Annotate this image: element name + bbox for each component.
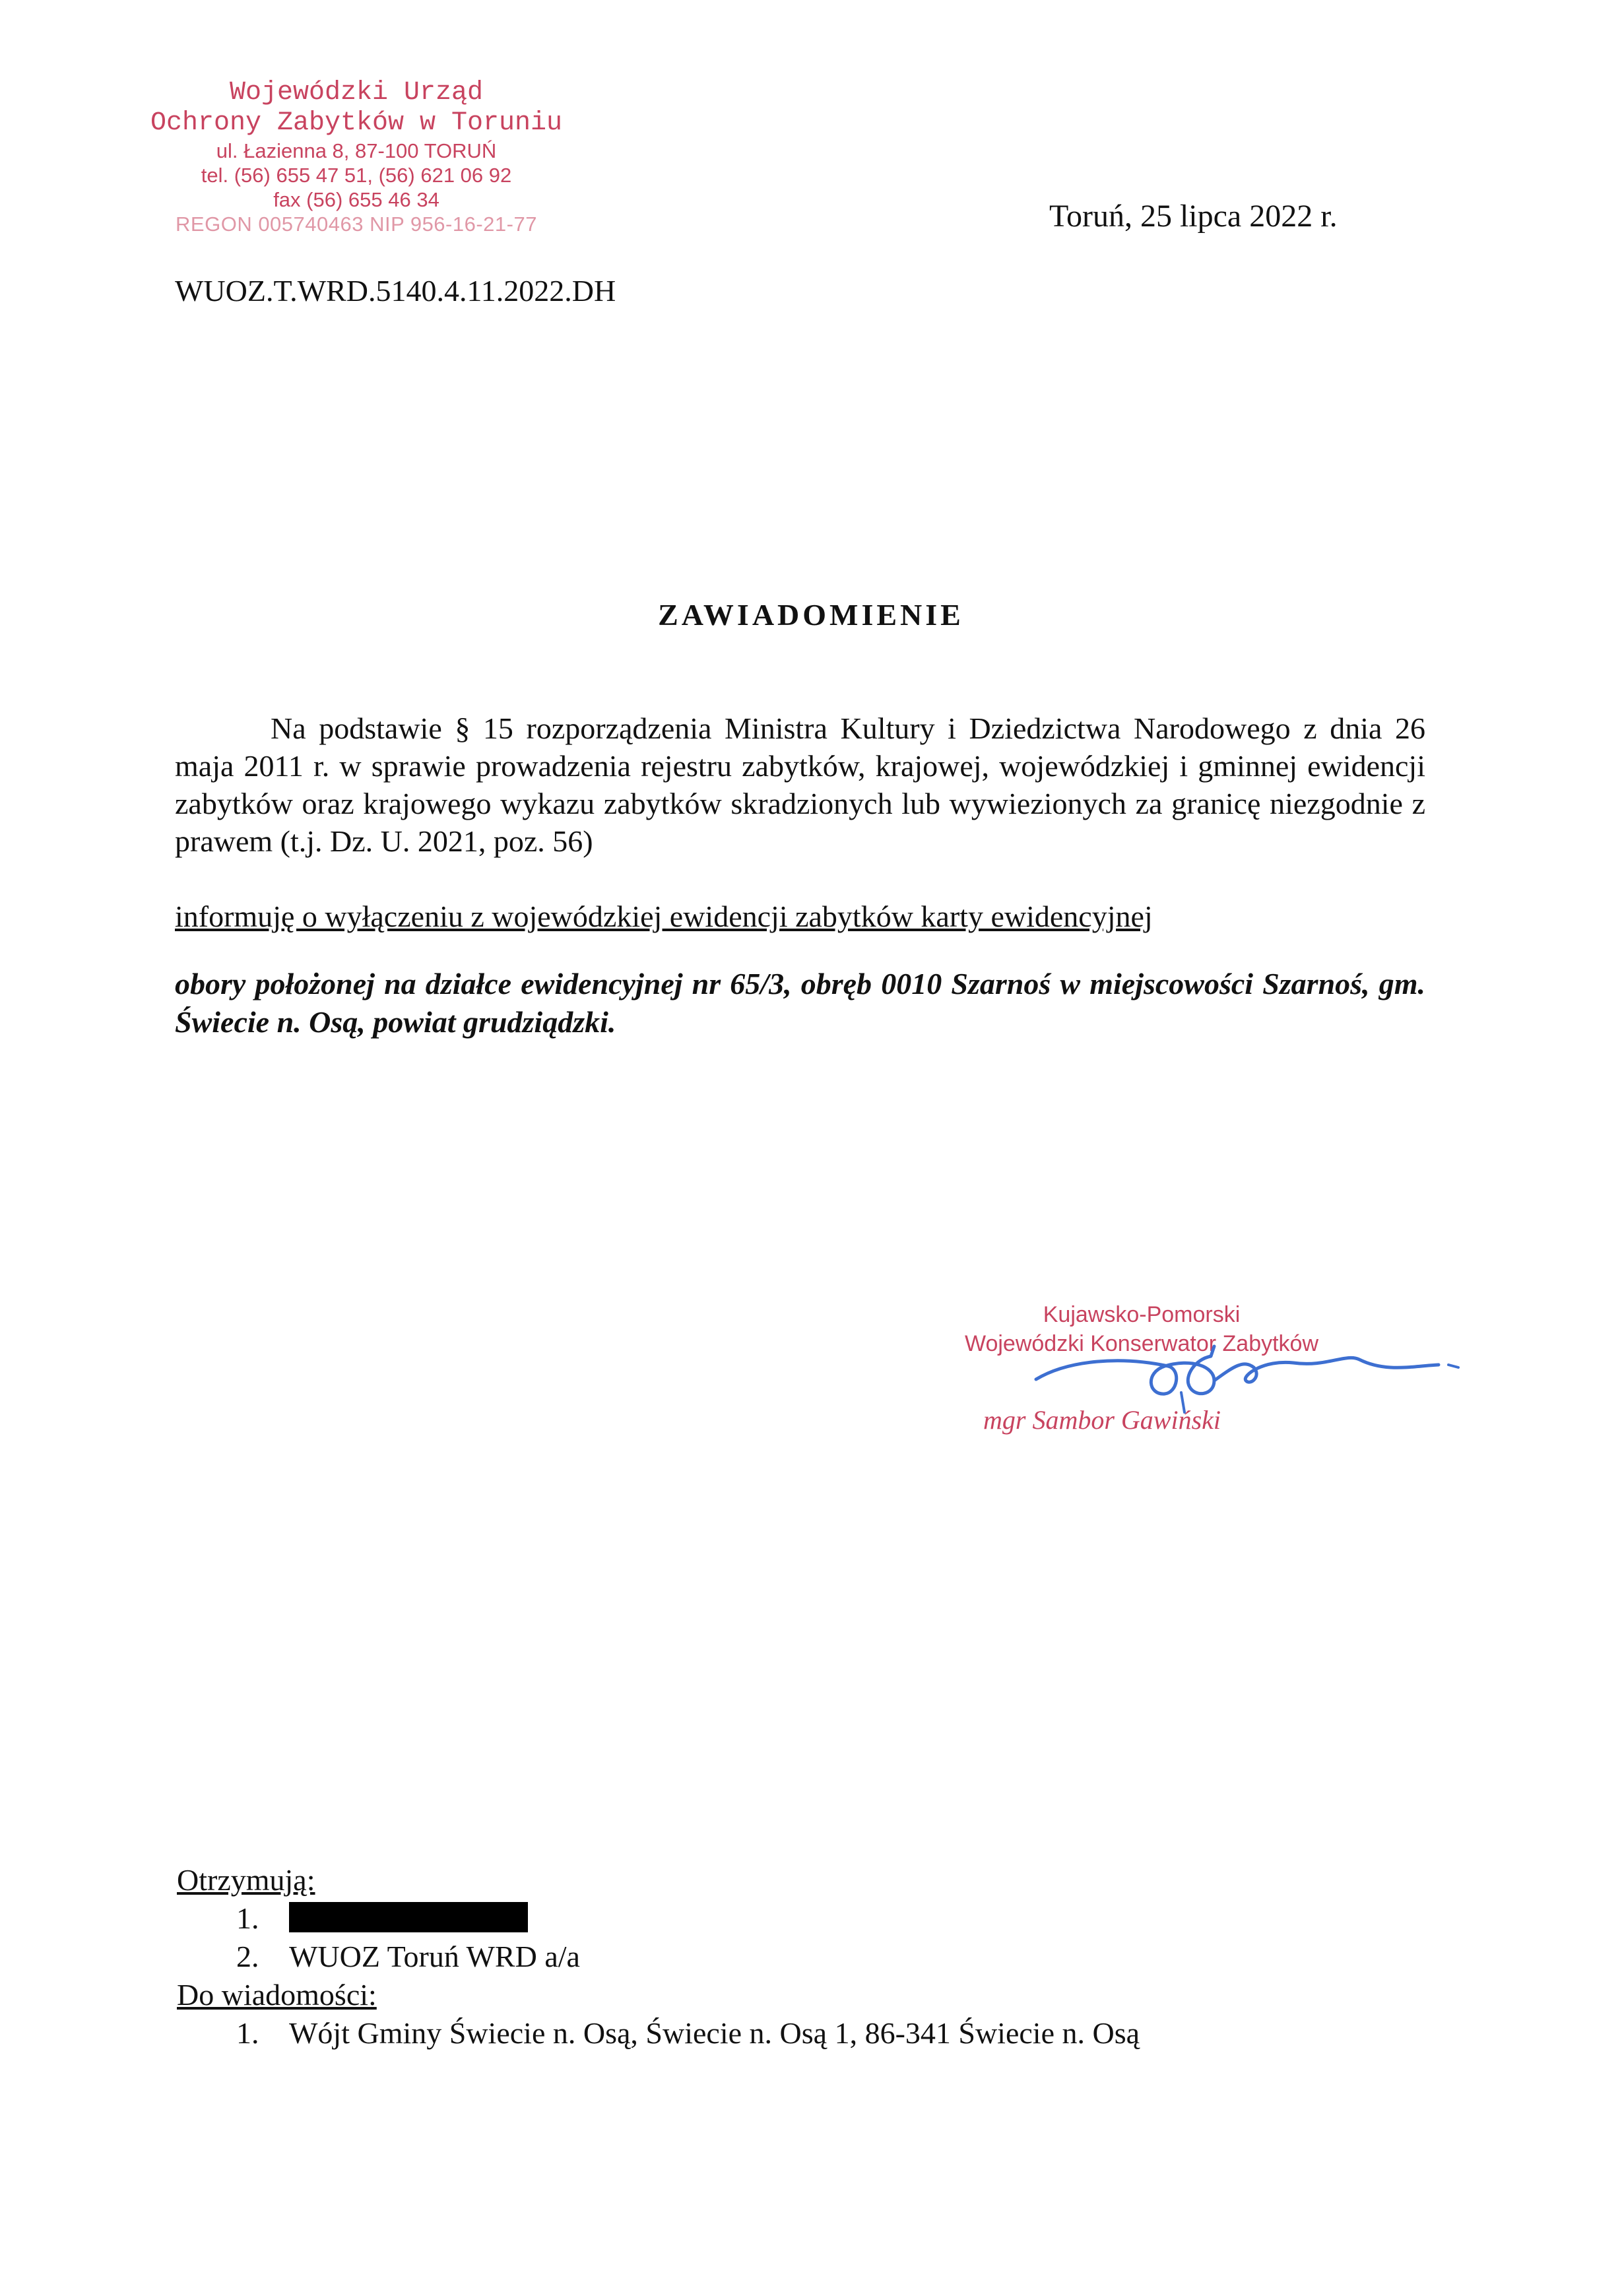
conservator-stamp-line-1: Kujawsko-Pomorski	[1043, 1302, 1241, 1327]
recipient-text: WUOZ Toruń WRD a/a	[289, 1940, 580, 1973]
recipient-number: 1.	[236, 1901, 259, 1935]
handwritten-signature	[1016, 1320, 1478, 1426]
object-description: obory położonej na działce ewidencyjnej nr 65/3, obręb 0010 Szarnoś w miejscowości Szarnoś, gm. Świecie n. Osą, powiat grudziądzki.	[175, 967, 1425, 1039]
place-date: Toruń, 25 lipca 2022 r.	[1049, 199, 1338, 234]
recipients-header: Otrzymują:	[177, 1863, 315, 1897]
distribution-list	[177, 1861, 1140, 2052]
redaction-block	[289, 1902, 528, 1932]
recipient-item-1	[177, 1899, 1140, 1938]
office-stamp-address: ul. Łazienna 8, 87-100 TORUŃ	[216, 139, 497, 162]
info-text: Wójt Gminy Świecie n. Osą, Świecie n. Osą 1, 86-341 Świecie n. Osą	[289, 2016, 1140, 2050]
office-stamp-regon: REGON 005740463 NIP 956-16-21-77	[176, 213, 537, 236]
office-stamp-fax: fax (56) 655 46 34	[273, 188, 439, 211]
reference-number: WUOZ.T.WRD.5140.4.11.2022.DH	[175, 274, 616, 308]
legal-basis-paragraph: Na podstawie § 15 rozporządzenia Ministra Kultury i Dziedzictwa Narodowego z dnia 26 maja 2011 r. w sprawie prowadzenia rejestru zabytków, krajowej, wojewódzkiej i gminnej ewidencji zabytków oraz krajowego wykazu zabytków skradzionych lub wywiezionych za granicę niezgodnie z prawem (t.j. Dz. U. 2021, poz. 56)	[175, 711, 1425, 858]
office-stamp	[125, 78, 587, 236]
office-stamp-phone: tel. (56) 655 47 51, (56) 621 06 92	[201, 164, 512, 187]
inform-statement: informuję o wyłączeniu z wojewódzkiej ewidencji zabytków karty ewidencyjnej	[175, 900, 1153, 933]
office-stamp-line-1: Wojewódzki Urząd	[229, 78, 484, 108]
info-header: Do wiadomości:	[177, 1978, 377, 2012]
recipient-number: 2.	[236, 1940, 259, 1973]
signatory-name: mgr Sambor Gawiński	[983, 1405, 1221, 1435]
conservator-stamp-line-2: Wojewódzki Konserwator Zabytków	[964, 1331, 1319, 1356]
office-stamp-line-2: Ochrony Zabytków w Toruniu	[150, 108, 563, 138]
document-title: ZAWIADOMIENIE	[658, 598, 964, 632]
recipient-item-2	[177, 1938, 1140, 1976]
info-item-1	[177, 2014, 1140, 2052]
info-number: 1.	[236, 2016, 259, 2050]
